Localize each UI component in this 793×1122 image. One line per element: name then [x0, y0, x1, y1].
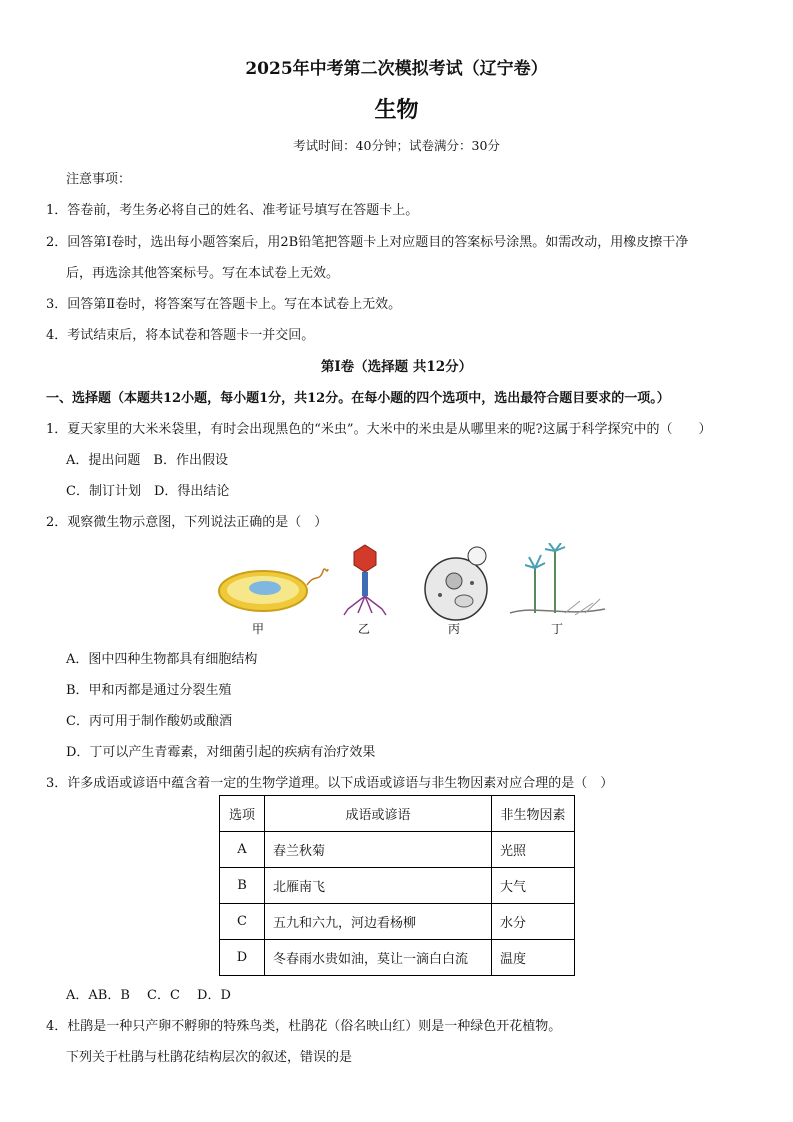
yeast-figure	[420, 543, 495, 623]
q2-option-c: C．丙可用于制作酸奶或酿酒	[66, 714, 232, 729]
table-header-cell: 选项	[220, 796, 265, 832]
table-cell: 五九和六九，河边看杨柳	[265, 904, 492, 940]
figure-label-yi: 乙	[358, 622, 371, 636]
table-cell: 春兰秋菊	[265, 832, 492, 868]
figure-label-ding: 丁	[551, 622, 564, 636]
q1-options-line1: A．提出问题 B．作出假设	[66, 453, 228, 468]
figure-label-bing: 丙	[448, 622, 461, 636]
mold-figure	[505, 543, 610, 621]
note-item-2-cont: 后，再选涂其他答案标号。写在本试卷上无效。	[66, 266, 340, 281]
exam-info: 考试时间：40分钟；试卷满分：30分	[293, 138, 500, 153]
virus-figure	[338, 543, 393, 618]
q2-stem: 2．观察微生物示意图，下列说法正确的是（ ）	[46, 515, 328, 530]
table-row	[220, 832, 575, 868]
note-item-1: 1．答卷前，考生务必将自己的姓名、准考证号填写在答题卡上。	[46, 203, 419, 218]
q2-option-d: D．丁可以产生青霉素，对细菌引起的疾病有治疗效果	[66, 745, 376, 760]
table-header-cell: 非生物因素	[492, 796, 575, 832]
q1-options-line2: C．制订计划 D．得出结论	[66, 484, 230, 499]
table-header-cell: 成语或谚语	[265, 796, 492, 832]
note-item-2: 2．回答第Ⅰ卷时，选出每小题答案后，用2B铅笔把答题卡上对应题目的答案标号涂黑。如需改动，用橡皮擦干净	[46, 235, 689, 250]
table-cell: 冬春雨水贵如油，莫让一滴白白流	[265, 940, 492, 976]
q3-stem: 3．许多成语或谚语中蕴含着一定的生物学道理。以下成语或谚语与非生物因素对应合理的是（ ）	[46, 776, 614, 791]
table-cell: 大气	[492, 868, 575, 904]
note-item-3: 3．回答第Ⅱ卷时，将答案写在答题卡上。写在本试卷上无效。	[46, 297, 402, 312]
table-row	[220, 940, 575, 976]
q1-stem: 1．夏天家里的大米米袋里，有时会出现黑色的“米虫”。大米中的米虫是从哪里来的呢?这属于科学探究中的（ ）	[46, 422, 712, 437]
table-cell: D	[220, 940, 265, 976]
table-header-row	[220, 796, 575, 832]
q4-stem-line2: 下列关于杜鹃与杜鹃花结构层次的叙述，错误的是	[66, 1050, 353, 1065]
table-cell: 北雁南飞	[265, 868, 492, 904]
table-cell: C	[220, 904, 265, 940]
table-row	[220, 868, 575, 904]
table-cell: B	[220, 868, 265, 904]
section-title: 第Ⅰ卷（选择题 共12分）	[320, 359, 473, 375]
table-cell: 光照	[492, 832, 575, 868]
q4-stem: 4．杜鹃是一种只产卵不孵卵的特殊鸟类，杜鹃花（俗名映山红）则是一种绿色开花植物。	[46, 1019, 562, 1034]
section-instruction: 一、选择题（本题共12小题，每小题1分，共12分。在每小题的四个选项中，选出最符合题目要求的一项。）	[46, 391, 670, 406]
q2-option-b: B．甲和丙都是通过分裂生殖	[66, 683, 232, 698]
q3-table	[219, 795, 575, 976]
table-row	[220, 904, 575, 940]
notes-heading: 注意事项：	[66, 172, 132, 187]
bacterium-figure	[215, 543, 330, 618]
figure-label-jia: 甲	[252, 622, 265, 636]
table-cell: 水分	[492, 904, 575, 940]
note-item-4: 4．考试结束后，将本试卷和答题卡一并交回。	[46, 328, 315, 343]
table-cell: A	[220, 832, 265, 868]
q2-option-a: A．图中四种生物都具有细胞结构	[66, 652, 258, 667]
table-cell: 温度	[492, 940, 575, 976]
subject-title: 生物	[374, 97, 419, 123]
q3-options: A．AB．B C．C D．D	[66, 988, 231, 1003]
exam-title: 2025年中考第二次模拟考试（辽宁卷）	[245, 59, 548, 79]
